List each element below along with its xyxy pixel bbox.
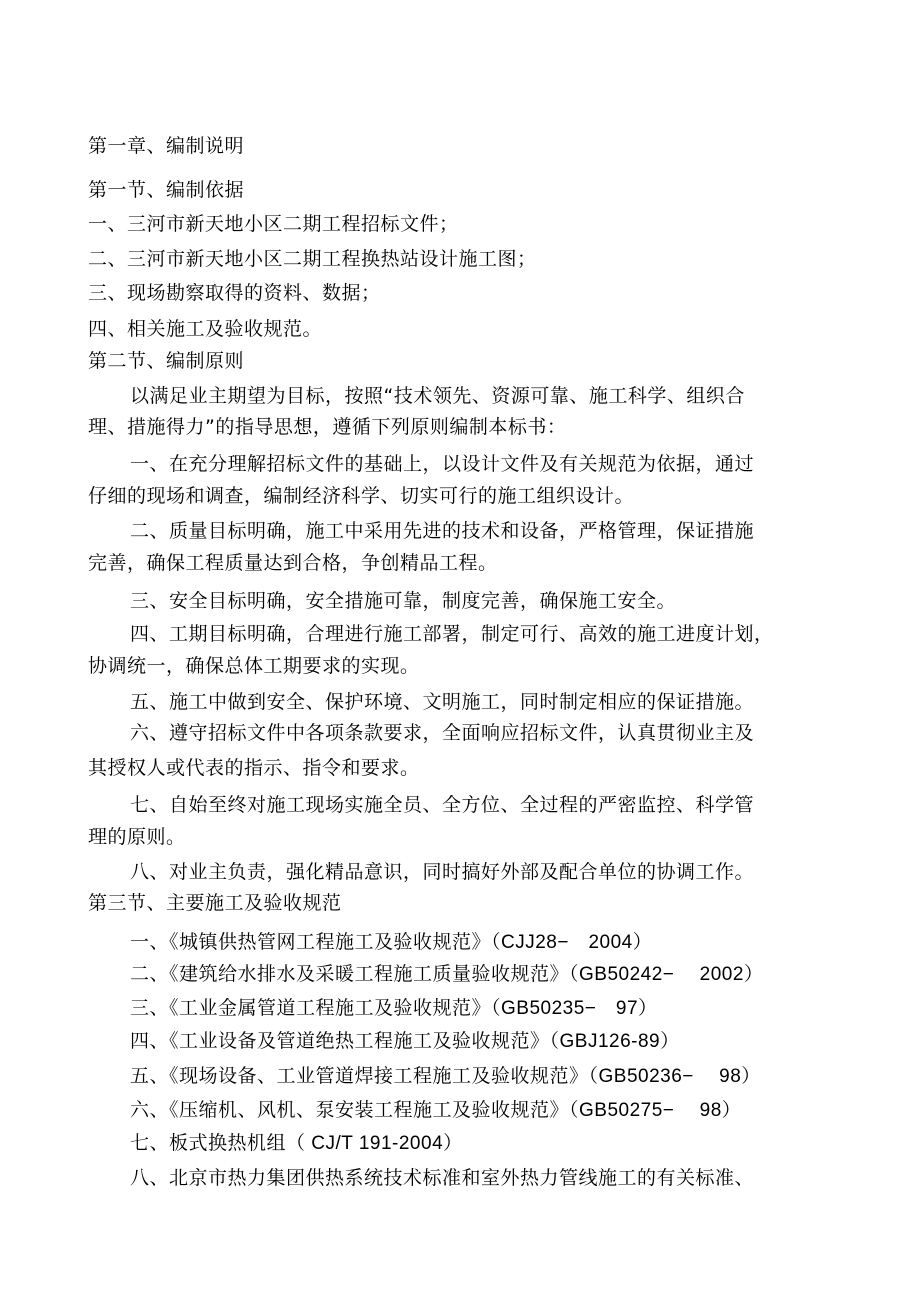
principle-line: 仔细的现场和调查，编制经济科学、切实可行的施工组织设计。 xyxy=(88,485,635,507)
principle-line: 六、遵守招标文件中各项条款要求，全面响应招标文件，认真贯彻业主及 xyxy=(130,722,755,744)
principle-line: 五、施工中做到安全、保护环境、文明施工，同时制定相应的保证措施。 xyxy=(130,691,755,713)
standard-code: （GB50236− 98） xyxy=(588,1066,761,1087)
standard-item xyxy=(130,1098,741,1123)
standard-name: 四、《工业设备及管道绝热工程施工及验收规范》 xyxy=(130,1030,550,1052)
chapter-title: 第一章、编制说明 xyxy=(88,135,245,157)
principle-line: 四、工期目标明确，合理进行施工部署，制定可行、高效的施工进度计划， xyxy=(130,623,774,645)
paragraph-line: 理、措施得力”的指导思想，遵循下列原则编制本标书： xyxy=(88,416,567,438)
standard-code: （ CJ/T 191-2004） xyxy=(286,1133,463,1154)
standard-item xyxy=(130,930,652,955)
section-title: 第二节、编制原则 xyxy=(88,350,245,372)
standard-item xyxy=(130,962,763,987)
section-title: 第一节、编制依据 xyxy=(88,179,245,201)
standard-item xyxy=(130,996,658,1021)
paragraph-line: 以满足业主期望为目标，按照“技术领先、资源可靠、施工科学、组织合 xyxy=(130,385,745,407)
standard-name: 六、《压缩机、风机、泵安装工程施工及验收规范》 xyxy=(130,1099,570,1121)
standard-name: 七、板式换热机组 xyxy=(130,1132,287,1154)
principle-line: 完善，确保工程质量达到合格，争创精品工程。 xyxy=(88,552,498,574)
standard-item xyxy=(130,1029,680,1054)
standard-code: （GB50235− 97） xyxy=(491,998,658,1019)
standard-item xyxy=(130,1131,463,1156)
standard-name: 二、《建筑给水排水及采暖工程施工质量验收规范》 xyxy=(130,963,570,985)
standard-name: 五、《现场设备、工业管道焊接工程施工及验收规范》 xyxy=(130,1065,589,1087)
list-item: 四、相关施工及验收规范。 xyxy=(88,318,323,340)
list-item: 三、现场勘察取得的资料、数据； xyxy=(88,282,381,304)
standard-name: 八、北京市热力集团供热系统技术标准和室外热力管线施工的有关标准、 xyxy=(130,1167,755,1189)
principle-line: 八、对业主负责，强化精品意识，同时搞好外部及配合单位的协调工作。 xyxy=(130,861,755,883)
principle-line: 理的原则。 xyxy=(88,826,186,848)
principle-line: 协调统一，确保总体工期要求的实现。 xyxy=(88,655,420,677)
standard-code: （GBJ126-89） xyxy=(549,1031,680,1052)
principle-line: 二、质量目标明确，施工中采用先进的技术和设备，严格管理，保证措施 xyxy=(130,520,755,542)
section-title: 第三节、主要施工及验收规范 xyxy=(88,892,342,914)
principle-line: 三、安全目标明确，安全措施可靠，制度完善，确保施工安全。 xyxy=(130,590,677,612)
list-item: 二、三河市新天地小区二期工程换热站设计施工图； xyxy=(88,248,537,270)
standard-item xyxy=(130,1064,761,1089)
standard-item xyxy=(130,1166,754,1191)
principle-line: 一、在充分理解招标文件的基础上，以设计文件及有关规范为依据，通过 xyxy=(130,453,755,475)
principle-line: 七、自始至终对施工现场实施全员、全方位、全过程的严密监控、科学管 xyxy=(130,794,755,816)
standard-code: （GB50242− 2002） xyxy=(569,964,764,985)
standard-code: （CJJ28− 2004） xyxy=(491,932,653,953)
standard-name: 三、《工业金属管道工程施工及验收规范》 xyxy=(130,997,492,1019)
list-item: 一、三河市新天地小区二期工程招标文件； xyxy=(88,213,459,235)
standard-name: 一、《城镇供热管网工程施工及验收规范》 xyxy=(130,931,492,953)
standard-code: （GB50275− 98） xyxy=(569,1100,742,1121)
principle-line: 其授权人或代表的指示、指令和要求。 xyxy=(88,757,420,779)
